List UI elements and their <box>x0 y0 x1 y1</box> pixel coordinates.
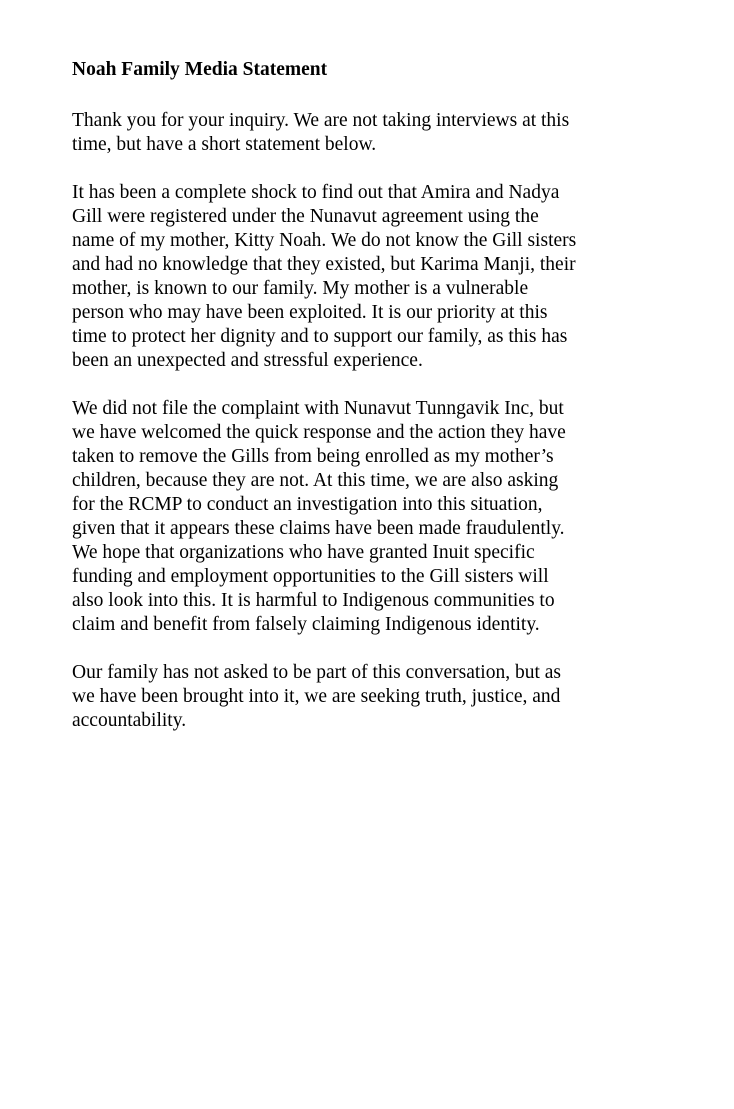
text-line: given that it appears these claims have been made fraudulently. <box>72 518 565 539</box>
text-line: children, because they are not. At this time, we are also asking <box>72 470 559 491</box>
text-line: also look into this. It is harmful to Indigenous communities to <box>72 590 555 611</box>
text-line: person who may have been exploited. It is our priority at this <box>72 302 548 323</box>
paragraph-closing <box>72 661 684 733</box>
text-line: taken to remove the Gills from being enrolled as my mother’s <box>72 446 554 467</box>
text-line: claim and benefit from falsely claiming Indigenous identity. <box>72 614 540 635</box>
text-line: We did not file the complaint with Nunavut Tunngavik Inc, but <box>72 398 564 419</box>
text-line: time, but have a short statement below. <box>72 134 377 155</box>
text-line: we have been brought into it, we are seeking truth, justice, and <box>72 686 561 707</box>
text-line: Our family has not asked to be part of this conversation, but as <box>72 662 562 683</box>
text-line: Thank you for your inquiry. We are not taking interviews at this <box>72 110 570 131</box>
text-line: we have welcomed the quick response and the action they have <box>72 422 566 443</box>
paragraph-complaint <box>72 397 684 637</box>
text-line: We hope that organizations who have granted Inuit specific <box>72 542 535 563</box>
text-line: accountability. <box>72 710 187 731</box>
text-line: funding and employment opportunities to the Gill sisters will <box>72 566 549 587</box>
text-line: for the RCMP to conduct an investigation into this situation, <box>72 494 543 515</box>
text-line: and had no knowledge that they existed, but Karima Manji, their <box>72 254 576 275</box>
text-line: Gill were registered under the Nunavut agreement using the <box>72 206 539 227</box>
text-line: It has been a complete shock to find out that Amira and Nadya <box>72 182 560 203</box>
paragraph-shock <box>72 181 684 373</box>
paragraph-intro <box>72 109 684 157</box>
document-title: Noah Family Media Statement <box>72 59 328 80</box>
text-line: time to protect her dignity and to support our family, as this has <box>72 326 568 347</box>
text-line: name of my mother, Kitty Noah. We do not know the Gill sisters <box>72 230 577 251</box>
text-line: been an unexpected and stressful experience. <box>72 350 423 371</box>
text-line: mother, is known to our family. My mother is a vulnerable <box>72 278 529 299</box>
